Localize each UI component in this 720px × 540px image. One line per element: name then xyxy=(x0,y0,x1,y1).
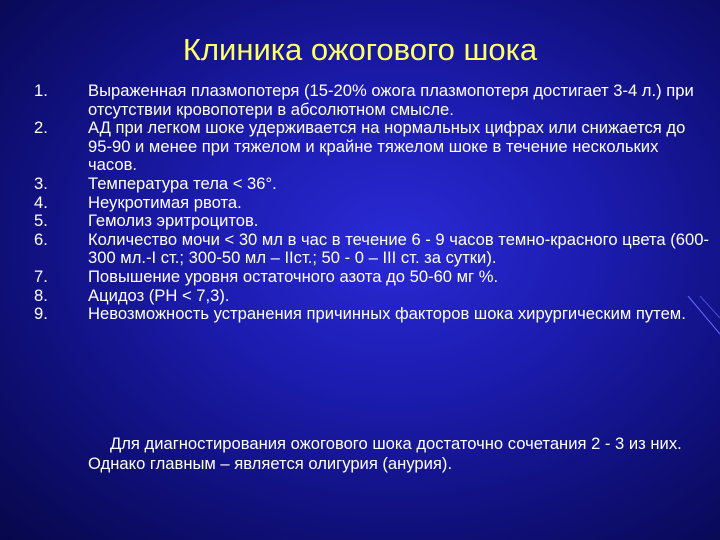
list-item-number: 8. xyxy=(34,285,48,305)
list-item xyxy=(34,268,720,287)
list-item xyxy=(34,82,720,119)
conclusion-body: Для диагностирования ожогового шока достаточно сочетания 2 - 3 из них. Однако главным – является олигурия (анурия). xyxy=(88,434,682,473)
list-item-text: Повышение уровня остаточного азота до 50-60 мг %. xyxy=(88,266,499,286)
list-item-number: 5. xyxy=(34,211,48,231)
list-item-number: 7. xyxy=(34,266,48,286)
list-item-text: Невозможность устранения причинных факторов шока хирургическим путем. xyxy=(88,304,686,324)
list-item-text: Ацидоз (РН < 7,3). xyxy=(88,285,230,305)
list-item xyxy=(34,175,720,194)
list-item-text: Гемолиз эритроцитов. xyxy=(88,211,259,231)
list-item xyxy=(34,287,720,306)
list-item xyxy=(34,305,720,324)
decorative-lines xyxy=(680,296,720,346)
list-item-number: 3. xyxy=(34,173,48,193)
list-item xyxy=(34,212,720,231)
list-item-text: АД при легком шоке удерживается на нормальных цифрах или снижается до 95-90 и менее при тяжелом и крайне тяжелом шоке в течение нескольких часов. xyxy=(88,118,686,175)
list-item xyxy=(34,119,720,175)
list-item-number: 2. xyxy=(34,118,48,138)
conclusion-text xyxy=(88,434,710,474)
list-item-number: 9. xyxy=(34,304,48,324)
list-item-text: Выраженная плазмопотеря (15-20% ожога плазмопотеря достигает 3-4 л.) при отсутствии кровопотери в абсолютном смысле. xyxy=(88,81,694,119)
list-item-text: Температура тела < 36°. xyxy=(88,173,277,193)
list-item xyxy=(34,194,720,213)
list-item-number: 6. xyxy=(34,229,48,249)
list-item-number: 4. xyxy=(34,192,48,212)
slide-title: Клиника ожогового шока xyxy=(182,32,538,67)
list-item-text: Количество мочи < 30 мл в час в течение 6 - 9 часов темно-красного цвета (600-300 мл.-I ст.; 300-50 мл – IIст.; 50 - 0 – III ст. за сутки). xyxy=(88,229,709,268)
list-item-number: 1. xyxy=(34,81,48,100)
symptom-list xyxy=(34,82,720,324)
list-item-text: Неукротимая рвота. xyxy=(88,192,242,212)
list-item xyxy=(34,231,720,268)
